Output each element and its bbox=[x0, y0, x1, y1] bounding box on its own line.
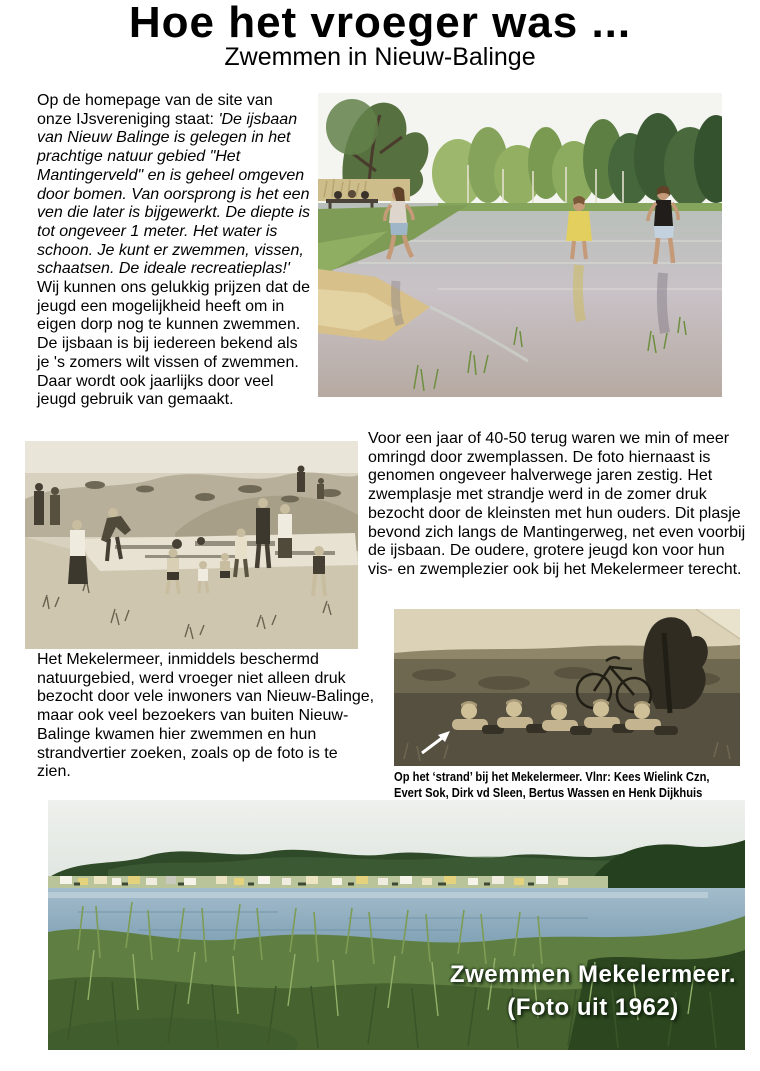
lower-paragraph: Het Mekelermeer, inmiddels beschermd natuurgebied, werd vroeger niet alleen druk bezocht door vele inwoners van Nieuw-Balinge, maar ook veel bezoekers van buiten Nieuw-Balinge kwamen hier zwemmen en hun strandvertier zoeken, zoals op de foto is te zien. bbox=[37, 651, 375, 781]
lake-swimmers-photo bbox=[318, 93, 722, 397]
middle-paragraph: Voor een jaar of 40-50 terug waren we min of meer omringd door zwemplassen. De foto hiernaast is genomen ongeveer halverwege jaren zestig. Het zwemplasje met strandje werd in de zomer druk bezocht door de kleinsten met hun ouders. Dit plasje bevond zich langs de Mantingerweg, net even voorbij de ijsbaan. De oudere, grotere jeugd kon voor hun vis- en zwemplezier ook bij het Mekelermeer terecht. bbox=[368, 430, 746, 578]
intro-lead-text: Op de homepage van de site van onze IJsvereniging staat: bbox=[37, 92, 273, 128]
mekelermeer-panorama-photo bbox=[48, 800, 745, 1050]
intro-paragraph bbox=[37, 92, 311, 410]
caption-line-2: Evert Sok, Dirk vd Sleen, Bertus Wassen en Henk Dijkhuis bbox=[394, 785, 703, 800]
page-subtitle: Zwemmen in Nieuw-Balinge bbox=[224, 43, 536, 71]
photo-overlay-text bbox=[443, 958, 743, 1024]
overlay-line-2: (Foto uit 1962) bbox=[507, 994, 679, 1021]
overlay-line-1: Zwemmen Mekelermeer. bbox=[449, 961, 737, 988]
intro-rest-text: Wij kunnen ons gelukkig prijzen dat de jeugd een mogelijkheid heeft om in eigen dorp nog te kunnen zwemmen. De ijsbaan is bij iedereen bekend als je 's zomers wilt vissen of zwemmen. Daar wordt ook jaarlijks door veel jeugd gebruik van gemaakt. bbox=[37, 279, 311, 409]
caption-line-1: Op het ‘strand’ bij het Mekelermeer. Vlnr: Kees Wielink Czn, bbox=[394, 769, 710, 784]
sandpit-bw-photo bbox=[25, 441, 358, 649]
intro-quote-text: 'De ijsbaan van Nieuw Balinge is gelegen in het prachtige natuur gebied "Het Mantingerveld" en is geheel omgeven door bomen. Van oorsprong is het een ven die later is bijgewerkt. De diepte is tot ongeveer 1 meter. Het water is schoon. Je kunt er zwemmen, vissen, schaatsen. De ideale recreatieplas!' bbox=[37, 110, 311, 278]
beach-boys-sepia-photo bbox=[394, 609, 740, 766]
page-title: Hoe het vroeger was ... bbox=[128, 0, 632, 47]
beach-photo-caption bbox=[394, 769, 755, 801]
